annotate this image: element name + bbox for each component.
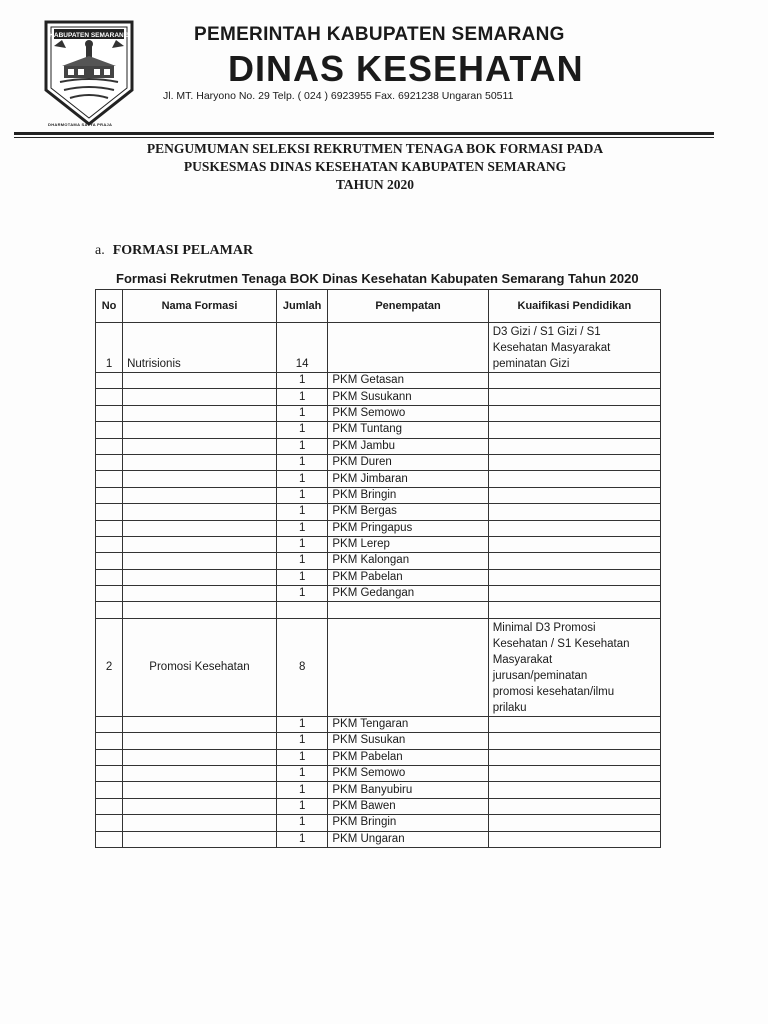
table-row — [96, 553, 661, 569]
spacer-kualifikasi — [488, 602, 660, 618]
row-kualifikasi — [488, 454, 660, 470]
row-formasi — [123, 438, 277, 454]
row-kualifikasi — [488, 405, 660, 421]
table-row — [96, 749, 661, 765]
formasi-penempatan — [328, 323, 488, 373]
row-kualifikasi — [488, 536, 660, 552]
row-formasi — [123, 569, 277, 585]
formasi-main-row — [96, 323, 661, 373]
row-no — [96, 569, 123, 585]
formasi-table — [95, 289, 661, 848]
row-jumlah: 1 — [276, 454, 327, 470]
table-row — [96, 733, 661, 749]
row-jumlah: 1 — [276, 716, 327, 732]
row-jumlah: 1 — [276, 831, 327, 847]
row-jumlah: 1 — [276, 389, 327, 405]
row-penempatan: PKM Jimbaran — [328, 471, 488, 487]
kualifikasi-line: promosi kesehatan/ilmu — [492, 685, 615, 698]
row-formasi — [123, 471, 277, 487]
row-penempatan: PKM Ungaran — [328, 831, 488, 847]
row-kualifikasi — [488, 733, 660, 749]
announcement-title — [80, 140, 670, 194]
row-no — [96, 798, 123, 814]
row-penempatan: PKM Pringapus — [328, 520, 488, 536]
table-row — [96, 782, 661, 798]
formasi-kualifikasi — [488, 323, 660, 373]
row-jumlah: 1 — [276, 487, 327, 503]
kabupaten-semarang-logo — [42, 20, 136, 128]
row-penempatan: PKM Duren — [328, 454, 488, 470]
row-no — [96, 586, 123, 602]
section-heading — [95, 243, 253, 259]
row-kualifikasi — [488, 831, 660, 847]
table-row — [96, 504, 661, 520]
row-jumlah: 1 — [276, 405, 327, 421]
row-jumlah: 1 — [276, 422, 327, 438]
table-row — [96, 389, 661, 405]
row-formasi — [123, 749, 277, 765]
row-formasi — [123, 389, 277, 405]
spacer-no — [96, 602, 123, 618]
row-formasi — [123, 815, 277, 831]
formasi-no: 1 — [96, 323, 123, 373]
row-penempatan: PKM Banyubiru — [328, 782, 488, 798]
row-kualifikasi — [488, 782, 660, 798]
row-jumlah: 1 — [276, 553, 327, 569]
row-no — [96, 422, 123, 438]
section-label: a. — [95, 243, 105, 258]
row-penempatan: PKM Jambu — [328, 438, 488, 454]
row-kualifikasi — [488, 766, 660, 782]
row-penempatan: PKM Lerep — [328, 536, 488, 552]
table-caption: Formasi Rekrutmen Tenaga BOK Dinas Kesehatan Kabupaten Semarang Tahun 2020 — [116, 271, 639, 286]
row-penempatan: PKM Bawen — [328, 798, 488, 814]
table-row — [96, 798, 661, 814]
row-formasi — [123, 504, 277, 520]
table-row — [96, 586, 661, 602]
formasi-kualifikasi — [488, 618, 660, 716]
row-no — [96, 373, 123, 389]
row-jumlah: 1 — [276, 766, 327, 782]
row-formasi — [123, 782, 277, 798]
row-jumlah: 1 — [276, 520, 327, 536]
row-jumlah: 1 — [276, 471, 327, 487]
row-formasi — [123, 405, 277, 421]
header-no: No — [96, 290, 123, 323]
row-no — [96, 716, 123, 732]
row-kualifikasi — [488, 389, 660, 405]
row-kualifikasi — [488, 749, 660, 765]
row-jumlah: 1 — [276, 569, 327, 585]
row-kualifikasi — [488, 520, 660, 536]
row-jumlah: 1 — [276, 438, 327, 454]
row-penempatan: PKM Pabelan — [328, 749, 488, 765]
row-kualifikasi — [488, 438, 660, 454]
table-row — [96, 471, 661, 487]
government-heading: PEMERINTAH KABUPATEN SEMARANG — [194, 24, 565, 45]
row-kualifikasi — [488, 422, 660, 438]
row-formasi — [123, 520, 277, 536]
row-kualifikasi — [488, 586, 660, 602]
formasi-name: Promosi Kesehatan — [123, 618, 277, 716]
row-no — [96, 831, 123, 847]
table-row — [96, 815, 661, 831]
row-penempatan: PKM Kalongan — [328, 553, 488, 569]
header-kualifikasi: Kuaifikasi Pendidikan — [488, 290, 660, 323]
row-jumlah: 1 — [276, 782, 327, 798]
table-row — [96, 487, 661, 503]
spacer-jumlah — [276, 602, 327, 618]
row-no — [96, 815, 123, 831]
row-formasi — [123, 422, 277, 438]
row-formasi — [123, 831, 277, 847]
kualifikasi-line: Minimal D3 Promosi — [492, 621, 596, 634]
row-no — [96, 782, 123, 798]
header-jumlah: Jumlah — [276, 290, 327, 323]
row-formasi — [123, 586, 277, 602]
row-jumlah: 1 — [276, 815, 327, 831]
row-penempatan: PKM Bergas — [328, 504, 488, 520]
title-line-2: PUSKESMAS DINAS KESEHATAN KABUPATEN SEMARANG — [183, 159, 567, 174]
row-formasi — [123, 766, 277, 782]
row-penempatan: PKM Susukan — [328, 733, 488, 749]
kualifikasi-line: peminatan Gizi — [492, 358, 570, 370]
header-nama-formasi: Nama Formasi — [123, 290, 277, 323]
row-jumlah: 1 — [276, 749, 327, 765]
address-line: Jl. MT. Haryono No. 29 Telp. ( 024 ) 6923955 Fax. 6921238 Ungaran 50511 — [163, 90, 514, 102]
header-penempatan: Penempatan — [328, 290, 488, 323]
row-no — [96, 454, 123, 470]
row-formasi — [123, 716, 277, 732]
row-jumlah: 1 — [276, 504, 327, 520]
row-no — [96, 487, 123, 503]
table-row — [96, 766, 661, 782]
row-formasi — [123, 454, 277, 470]
row-penempatan: PKM Tuntang — [328, 422, 488, 438]
row-jumlah: 1 — [276, 798, 327, 814]
row-kualifikasi — [488, 471, 660, 487]
table-row — [96, 716, 661, 732]
row-no — [96, 733, 123, 749]
table-row — [96, 454, 661, 470]
title-line-3: TAHUN 2020 — [335, 177, 415, 192]
formasi-penempatan — [328, 618, 488, 716]
formasi-name: Nutrisionis — [123, 323, 277, 373]
row-formasi — [123, 733, 277, 749]
row-formasi — [123, 487, 277, 503]
spacer-formasi — [123, 602, 277, 618]
row-no — [96, 536, 123, 552]
table-row — [96, 373, 661, 389]
spacer-row — [96, 602, 661, 618]
spacer-penempatan — [328, 602, 488, 618]
table-row — [96, 536, 661, 552]
row-penempatan: PKM Bringin — [328, 487, 488, 503]
kualifikasi-line: Kesehatan / S1 Kesehatan — [492, 637, 630, 650]
row-no — [96, 766, 123, 782]
kualifikasi-line: prilaku — [492, 701, 527, 714]
table-row — [96, 569, 661, 585]
agency-heading: DINAS KESEHATAN — [228, 48, 584, 89]
row-jumlah: 1 — [276, 586, 327, 602]
kualifikasi-line: Masyarakat — [492, 653, 553, 666]
row-penempatan: PKM Tengaran — [328, 716, 488, 732]
table-row — [96, 520, 661, 536]
formasi-main-row — [96, 618, 661, 716]
row-formasi — [123, 536, 277, 552]
row-no — [96, 749, 123, 765]
row-penempatan: PKM Susukann — [328, 389, 488, 405]
row-formasi — [123, 553, 277, 569]
row-penempatan: PKM Bringin — [328, 815, 488, 831]
kualifikasi-line: jurusan/peminatan — [492, 669, 588, 682]
row-kualifikasi — [488, 716, 660, 732]
letterhead-rule-thick — [14, 132, 714, 135]
logo-banner-text: KABUPATEN SEMARANG — [49, 32, 129, 39]
row-no — [96, 504, 123, 520]
row-kualifikasi — [488, 373, 660, 389]
row-kualifikasi — [488, 487, 660, 503]
row-kualifikasi — [488, 504, 660, 520]
row-penempatan: PKM Semowo — [328, 405, 488, 421]
row-penempatan: PKM Semowo — [328, 766, 488, 782]
row-penempatan: PKM Getasan — [328, 373, 488, 389]
table-row — [96, 405, 661, 421]
row-penempatan: PKM Pabelan — [328, 569, 488, 585]
row-kualifikasi — [488, 815, 660, 831]
title-line-1: PENGUMUMAN SELEKSI REKRUTMEN TENAGA BOK FORMASI PADA — [146, 141, 604, 156]
formasi-jumlah: 8 — [276, 618, 327, 716]
formasi-no: 2 — [96, 618, 123, 716]
table-row — [96, 831, 661, 847]
row-jumlah: 1 — [276, 373, 327, 389]
row-no — [96, 520, 123, 536]
row-kualifikasi — [488, 553, 660, 569]
row-jumlah: 1 — [276, 536, 327, 552]
kualifikasi-line: D3 Gizi / S1 Gizi / S1 — [492, 326, 601, 338]
row-penempatan: PKM Gedangan — [328, 586, 488, 602]
formasi-jumlah: 14 — [276, 323, 327, 373]
row-jumlah: 1 — [276, 733, 327, 749]
table-row — [96, 438, 661, 454]
row-kualifikasi — [488, 798, 660, 814]
row-no — [96, 405, 123, 421]
row-kualifikasi — [488, 569, 660, 585]
row-no — [96, 389, 123, 405]
section-title: FORMASI PELAMAR — [112, 243, 254, 258]
table-row — [96, 422, 661, 438]
letterhead-rule-thin — [14, 137, 714, 138]
logo-motto: DHARMOTAMA SATYA PRAJA — [48, 122, 113, 127]
row-formasi — [123, 798, 277, 814]
row-no — [96, 471, 123, 487]
table-header-row — [96, 290, 661, 323]
row-no — [96, 438, 123, 454]
row-no — [96, 553, 123, 569]
kualifikasi-line: Kesehatan Masyarakat — [492, 342, 611, 354]
row-formasi — [123, 373, 277, 389]
